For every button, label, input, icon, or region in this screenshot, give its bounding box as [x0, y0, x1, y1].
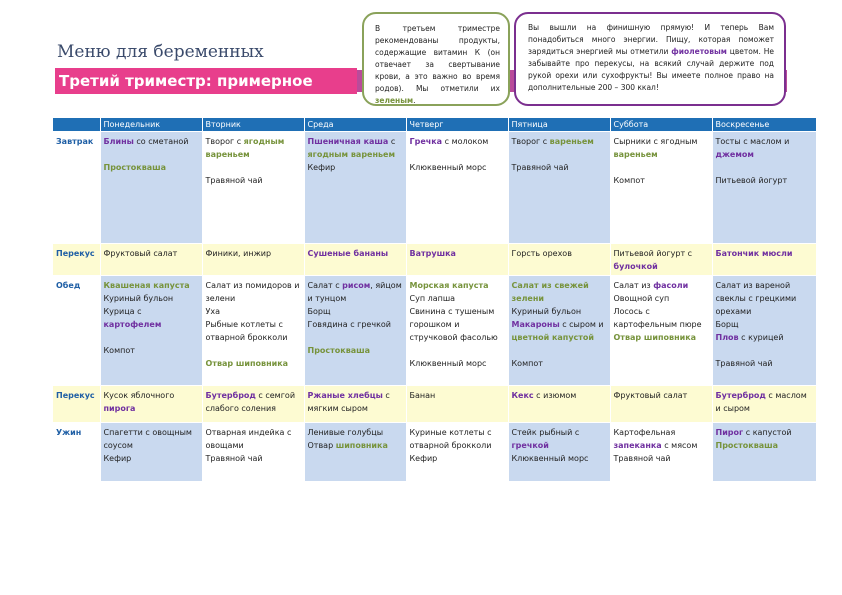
day-header: Воскресенье — [712, 118, 816, 132]
menu-cell: Пирог с капустой Простокваша — [712, 423, 816, 481]
menu-cell: Сушеные бананы — [304, 244, 406, 276]
day-header: Пятница — [508, 118, 610, 132]
menu-cell: Бутерброд с семгой слабого соления — [202, 386, 304, 423]
menu-cell: Салат из свежей зелени Куриный бульон Макароны с сыром и цветной капустой Компот — [508, 276, 610, 386]
lunch-row — [53, 276, 816, 386]
menu-cell: Картофельная запеканка с мясом Травяной чай — [610, 423, 712, 481]
menu-cell: Салат из вареной свеклы с грецкими орехами Борщ Плов с курицей Травяной чай — [712, 276, 816, 386]
menu-cell: Блины со сметаной Простокваша — [100, 132, 202, 244]
menu-cell: Фруктовый салат — [100, 244, 202, 276]
menu-cell: Кусок яблочного пирога — [100, 386, 202, 423]
menu-cell: Салат из помидоров и зелени Уха Рыбные котлеты с отварной брокколи Отвар шиповника — [202, 276, 304, 386]
menu-cell: Стейк рыбный с гречкой Клюквенный морс — [508, 423, 610, 481]
menu-table — [53, 118, 817, 481]
menu-cell: Отварная индейка с овощами Травяной чай — [202, 423, 304, 481]
menu-cell: Тосты с маслом и джемом Питьевой йогурт — [712, 132, 816, 244]
trimester-banner: Третий триместр: примерное меню — [55, 68, 357, 94]
vitamin-k-callout: В третьем триместре рекомендованы продукты, содержащие витамин К (он отвечает за свертывание крови, а это важно во время родов). Мы отметили их зеленым. — [362, 12, 510, 106]
day-header: Вторник — [202, 118, 304, 132]
menu-cell: Салат с рисом, яйцом и тунцом Борщ Говядина с гречкой Простокваша — [304, 276, 406, 386]
breakfast-row — [53, 132, 816, 244]
menu-cell: Горсть орехов — [508, 244, 610, 276]
menu-cell: Сырники с ягодным вареньем Компот — [610, 132, 712, 244]
menu-cell: Куриные котлеты с отварной брокколи Кефир — [406, 423, 508, 481]
row-label: Перекус — [53, 244, 100, 276]
menu-cell: Батончик мюсли — [712, 244, 816, 276]
snack-row — [53, 386, 816, 423]
corner-cell — [53, 118, 100, 132]
day-header: Среда — [304, 118, 406, 132]
row-label: Завтрак — [53, 132, 100, 244]
menu-cell: Кекс с изюмом — [508, 386, 610, 423]
menu-cell: Финики, инжир — [202, 244, 304, 276]
menu-cell: Ватрушка — [406, 244, 508, 276]
row-label: Обед — [53, 276, 100, 386]
menu-cell: Квашеная капуста Куриный бульон Курица с картофелем Компот — [100, 276, 202, 386]
menu-cell: Творог с вареньем Травяной чай — [508, 132, 610, 244]
day-header-row — [53, 118, 816, 132]
day-header: Четверг — [406, 118, 508, 132]
menu-cell: Спагетти с овощным соусом Кефир — [100, 423, 202, 481]
menu-cell: Ленивые голубцы Отвар шиповника — [304, 423, 406, 481]
menu-cell: Ржаные хлебцы с мягким сыром — [304, 386, 406, 423]
page-title: Меню для беременных — [57, 42, 264, 62]
menu-cell: Салат из фасоли Овощной суп Лосось с картофельным пюре Отвар шиповника — [610, 276, 712, 386]
row-label: Перекус — [53, 386, 100, 423]
energy-callout: Вы вышли на финишную прямую! И теперь Вам понадобиться много энергии. Пищу, которая поможет зарядиться энергией мы отметили фиолетовым цветом. Не забывайте про перекусы, на всякий случай держите под рукой орехи или сухофрукты! Вы имеете полное право на дополнительные 200 – 300 ккал! — [514, 12, 786, 106]
menu-cell: Питьевой йогурт с булочкой — [610, 244, 712, 276]
day-header: Понедельник — [100, 118, 202, 132]
menu-cell: Банан — [406, 386, 508, 423]
row-label: Ужин — [53, 423, 100, 481]
menu-cell: Творог с ягодным вареньем Травяной чай — [202, 132, 304, 244]
dinner-row — [53, 423, 816, 481]
day-header: Суббота — [610, 118, 712, 132]
snack-row — [53, 244, 816, 276]
menu-cell: Морская капуста Суп лапша Свинина с тушеным горошком и стручковой фасолью Клюквенный морс — [406, 276, 508, 386]
menu-cell: Бутерброд с маслом и сыром — [712, 386, 816, 423]
menu-cell: Пшеничная каша с ягодным вареньем Кефир — [304, 132, 406, 244]
menu-cell: Фруктовый салат — [610, 386, 712, 423]
menu-cell: Гречка с молоком Клюквенный морс — [406, 132, 508, 244]
